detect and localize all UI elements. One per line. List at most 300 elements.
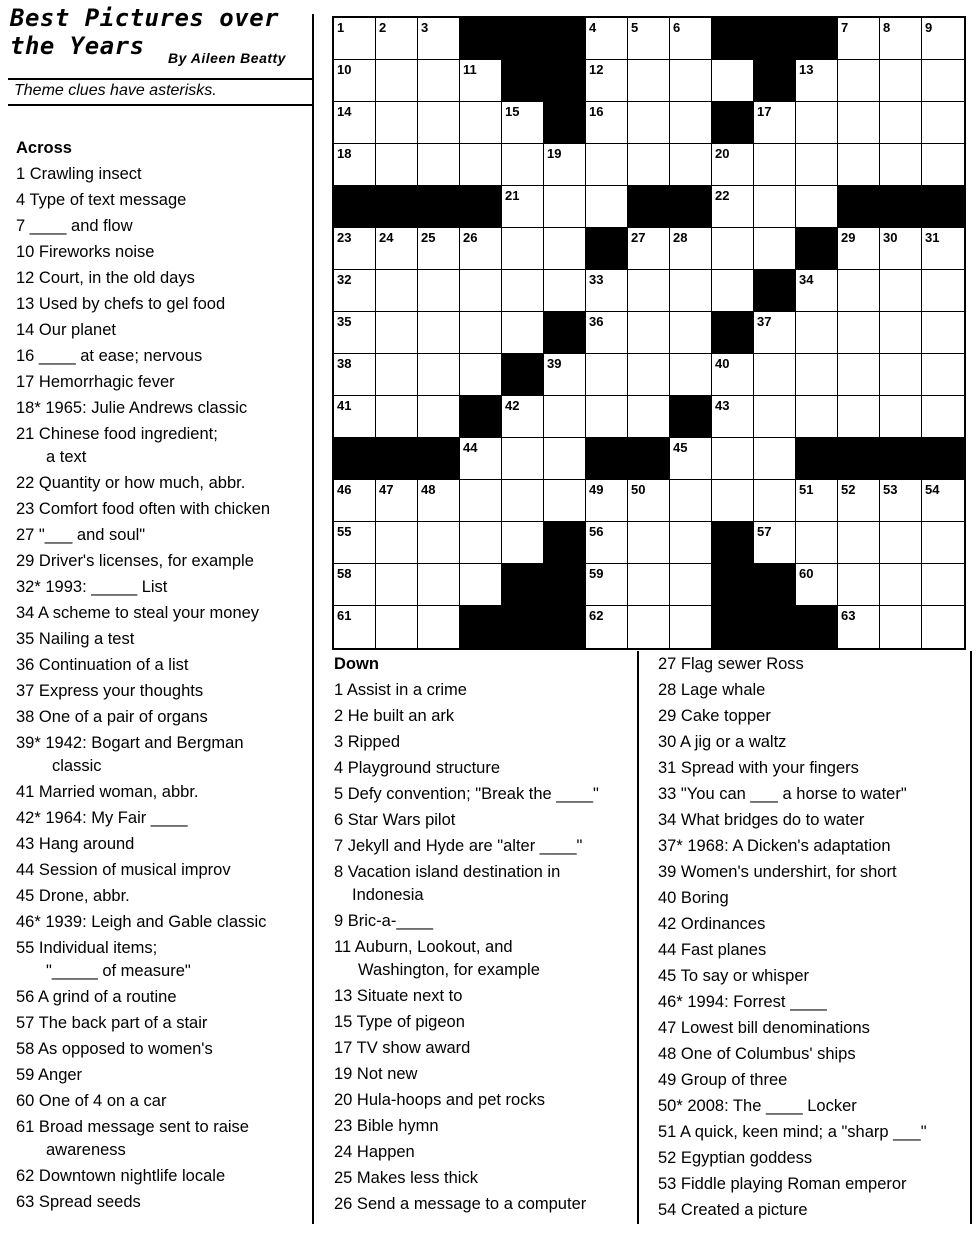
- clue-item[interactable]: [16, 1010, 314, 1036]
- grid-cell[interactable]: [586, 564, 628, 606]
- clue-item[interactable]: [16, 1163, 314, 1189]
- grid-cell[interactable]: [628, 606, 670, 648]
- grid-cell[interactable]: [586, 270, 628, 312]
- cell-number: 63: [841, 608, 856, 623]
- clue-item[interactable]: [16, 369, 314, 395]
- grid-cell[interactable]: [796, 102, 838, 144]
- clue-item[interactable]: [16, 291, 314, 317]
- grid-cell[interactable]: [418, 606, 460, 648]
- cell-number: 14: [337, 104, 352, 119]
- grid-cell[interactable]: [922, 102, 964, 144]
- clue-item[interactable]: [334, 983, 634, 1009]
- grid-cell[interactable]: [880, 354, 922, 396]
- clue-item[interactable]: [658, 1171, 973, 1197]
- grid-cell[interactable]: [670, 438, 712, 480]
- grid-cell[interactable]: [334, 522, 376, 564]
- grid-cell[interactable]: [460, 144, 502, 186]
- grid-cell[interactable]: [754, 396, 796, 438]
- clue-text: 50* 2008: The ____ Locker: [658, 1097, 857, 1115]
- grid-cell[interactable]: [334, 312, 376, 354]
- clue-item[interactable]: [16, 213, 314, 239]
- clue-item[interactable]: [16, 704, 314, 730]
- grid-cell[interactable]: [586, 522, 628, 564]
- grid-cell[interactable]: [880, 312, 922, 354]
- grid-cell[interactable]: [838, 270, 880, 312]
- grid-cell[interactable]: [460, 354, 502, 396]
- grid-cell[interactable]: [628, 18, 670, 60]
- grid-cell[interactable]: [754, 522, 796, 564]
- grid-cell[interactable]: [922, 522, 964, 564]
- down-heading: Down: [334, 655, 379, 673]
- black-square: [712, 312, 754, 354]
- clue-item[interactable]: [658, 703, 973, 729]
- across-clue-list: [16, 161, 314, 1215]
- grid-cell[interactable]: [334, 270, 376, 312]
- grid-cell[interactable]: [334, 564, 376, 606]
- grid-cell[interactable]: [544, 186, 586, 228]
- grid-cell[interactable]: [670, 522, 712, 564]
- grid-cell[interactable]: [460, 60, 502, 102]
- grid-cell[interactable]: [586, 354, 628, 396]
- clue-item[interactable]: [16, 805, 314, 831]
- grid-cell[interactable]: [334, 144, 376, 186]
- clue-item[interactable]: [334, 1009, 634, 1035]
- grid-cell[interactable]: [628, 564, 670, 606]
- clue-item[interactable]: [658, 807, 973, 833]
- grid-cell[interactable]: [334, 102, 376, 144]
- clue-item[interactable]: [658, 1119, 973, 1145]
- cell-number: 25: [421, 230, 436, 245]
- grid-cell[interactable]: [376, 480, 418, 522]
- grid-cell[interactable]: [502, 102, 544, 144]
- grid-cell[interactable]: [586, 396, 628, 438]
- grid-cell[interactable]: [754, 228, 796, 270]
- clue-item[interactable]: [334, 1165, 634, 1191]
- clue-text: 4 Type of text message: [16, 191, 187, 209]
- clue-item[interactable]: [658, 885, 973, 911]
- grid-cell[interactable]: [670, 18, 712, 60]
- clue-item[interactable]: [334, 1035, 634, 1061]
- clue-item[interactable]: [16, 626, 314, 652]
- grid-cell[interactable]: [796, 396, 838, 438]
- grid-cell[interactable]: [712, 186, 754, 228]
- grid-cell[interactable]: [670, 228, 712, 270]
- black-square: [460, 18, 502, 60]
- grid-cell[interactable]: [586, 144, 628, 186]
- clue-item[interactable]: [334, 677, 634, 703]
- grid-cell[interactable]: [460, 270, 502, 312]
- grid-cell[interactable]: [922, 312, 964, 354]
- grid-cell[interactable]: [418, 60, 460, 102]
- grid-cell[interactable]: [586, 312, 628, 354]
- grid-cell[interactable]: [880, 480, 922, 522]
- clue-text: 39 Women's undershirt, for short: [658, 863, 897, 881]
- grid-cell[interactable]: [712, 438, 754, 480]
- clue-text: 26 Send a message to a computer: [334, 1195, 587, 1213]
- grid-cell[interactable]: [376, 564, 418, 606]
- grid-cell[interactable]: [418, 480, 460, 522]
- grid-cell[interactable]: [460, 564, 502, 606]
- clue-item[interactable]: [16, 883, 314, 909]
- grid-cell[interactable]: [502, 228, 544, 270]
- clue-item[interactable]: [334, 807, 634, 833]
- cell-number: 50: [631, 482, 646, 497]
- black-square: [838, 186, 880, 228]
- cell-number: 44: [463, 440, 478, 455]
- grid-cell[interactable]: [418, 270, 460, 312]
- clue-item[interactable]: [334, 1191, 634, 1217]
- grid-cell[interactable]: [754, 312, 796, 354]
- cell-number: 42: [505, 398, 520, 413]
- grid-cell[interactable]: [502, 312, 544, 354]
- grid-cell[interactable]: [460, 312, 502, 354]
- grid-cell[interactable]: [670, 354, 712, 396]
- grid-cell[interactable]: [838, 102, 880, 144]
- cell-number: 12: [589, 62, 604, 77]
- clue-item[interactable]: [658, 1197, 973, 1223]
- clue-item[interactable]: [334, 1139, 634, 1165]
- grid-cell[interactable]: [838, 144, 880, 186]
- grid-cell[interactable]: [796, 312, 838, 354]
- grid-cell[interactable]: [712, 144, 754, 186]
- grid-cell[interactable]: [712, 270, 754, 312]
- grid-cell[interactable]: [880, 18, 922, 60]
- grid-cell[interactable]: [670, 480, 712, 522]
- grid-cell[interactable]: [880, 564, 922, 606]
- grid-cell[interactable]: [838, 480, 880, 522]
- grid-cell[interactable]: [628, 480, 670, 522]
- clue-item[interactable]: [658, 729, 973, 755]
- grid-cell[interactable]: [376, 270, 418, 312]
- clue-text: 20 Hula-hoops and pet rocks: [334, 1091, 545, 1109]
- clue-text: 33 "You can ___ a horse to water": [658, 785, 907, 803]
- grid-cell[interactable]: [502, 270, 544, 312]
- grid-cell[interactable]: [418, 144, 460, 186]
- grid-cell[interactable]: [838, 396, 880, 438]
- down-clue-list-1: [334, 677, 634, 1217]
- grid-cell[interactable]: [502, 480, 544, 522]
- grid-cell[interactable]: [712, 228, 754, 270]
- black-square: [544, 102, 586, 144]
- clue-item[interactable]: [16, 1114, 314, 1163]
- grid-cell[interactable]: [544, 480, 586, 522]
- clue-item[interactable]: [16, 574, 314, 600]
- clue-item[interactable]: [334, 908, 634, 934]
- grid-cell[interactable]: [502, 396, 544, 438]
- grid-cell[interactable]: [418, 396, 460, 438]
- grid-cell[interactable]: [376, 354, 418, 396]
- grid-cell[interactable]: [670, 60, 712, 102]
- grid-cell[interactable]: [544, 228, 586, 270]
- grid-cell[interactable]: [838, 354, 880, 396]
- grid-cell[interactable]: [754, 144, 796, 186]
- grid-cell[interactable]: [586, 18, 628, 60]
- grid-cell[interactable]: [754, 438, 796, 480]
- grid-cell[interactable]: [670, 564, 712, 606]
- black-square: [460, 396, 502, 438]
- clue-item[interactable]: [16, 395, 314, 421]
- grid-cell[interactable]: [544, 144, 586, 186]
- grid-cell[interactable]: [334, 396, 376, 438]
- grid-cell[interactable]: [460, 480, 502, 522]
- clue-item[interactable]: [334, 1087, 634, 1113]
- grid-cell[interactable]: [838, 60, 880, 102]
- grid-cell[interactable]: [334, 228, 376, 270]
- grid-cell[interactable]: [796, 186, 838, 228]
- grid-cell[interactable]: [628, 522, 670, 564]
- grid-cell[interactable]: [670, 312, 712, 354]
- grid-cell[interactable]: [922, 396, 964, 438]
- clue-text: 44 Fast planes: [658, 941, 767, 959]
- grid-cell[interactable]: [418, 354, 460, 396]
- clue-item[interactable]: [334, 1113, 634, 1139]
- clue-item[interactable]: [16, 265, 314, 291]
- clue-item[interactable]: [16, 496, 314, 522]
- grid-cell[interactable]: [586, 102, 628, 144]
- grid-cell[interactable]: [418, 102, 460, 144]
- grid-cell[interactable]: [418, 18, 460, 60]
- clue-item[interactable]: [16, 522, 314, 548]
- grid-cell[interactable]: [754, 480, 796, 522]
- clue-text: 17 TV show award: [334, 1039, 471, 1057]
- grid-cell[interactable]: [880, 522, 922, 564]
- clue-item[interactable]: [334, 833, 634, 859]
- clue-item[interactable]: [16, 548, 314, 574]
- grid-cell[interactable]: [376, 396, 418, 438]
- clue-item[interactable]: [16, 161, 314, 187]
- grid-cell[interactable]: [376, 606, 418, 648]
- grid-cell[interactable]: [838, 228, 880, 270]
- grid-cell[interactable]: [712, 354, 754, 396]
- grid-cell[interactable]: [628, 312, 670, 354]
- grid-cell[interactable]: [628, 144, 670, 186]
- grid-cell[interactable]: [418, 228, 460, 270]
- clue-item[interactable]: [16, 779, 314, 805]
- clue-text: 46* 1939: Leigh and Gable classic: [16, 913, 267, 931]
- clue-item[interactable]: [16, 343, 314, 369]
- grid-cell[interactable]: [376, 102, 418, 144]
- clue-item[interactable]: [658, 1093, 973, 1119]
- grid-cell[interactable]: [796, 522, 838, 564]
- grid-cell[interactable]: [334, 18, 376, 60]
- cell-number: 30: [883, 230, 898, 245]
- grid-cell[interactable]: [922, 564, 964, 606]
- black-square: [586, 438, 628, 480]
- clue-item[interactable]: [16, 909, 314, 935]
- grid-cell[interactable]: [670, 102, 712, 144]
- cell-number: 17: [757, 104, 772, 119]
- grid-cell[interactable]: [880, 102, 922, 144]
- clue-item[interactable]: [16, 421, 314, 470]
- grid-cell[interactable]: [838, 522, 880, 564]
- grid-cell[interactable]: [334, 480, 376, 522]
- clue-item[interactable]: [16, 1088, 314, 1114]
- grid-cell[interactable]: [376, 60, 418, 102]
- grid-cell[interactable]: [460, 522, 502, 564]
- grid-cell[interactable]: [586, 606, 628, 648]
- grid-cell[interactable]: [922, 228, 964, 270]
- grid-cell[interactable]: [502, 186, 544, 228]
- grid-cell[interactable]: [670, 270, 712, 312]
- grid-cell[interactable]: [712, 480, 754, 522]
- clue-item[interactable]: [16, 831, 314, 857]
- cell-number: 59: [589, 566, 604, 581]
- black-square: [502, 60, 544, 102]
- clue-item[interactable]: [16, 1189, 314, 1215]
- grid-cell[interactable]: [880, 606, 922, 648]
- clue-item[interactable]: [334, 703, 634, 729]
- grid-cell[interactable]: [418, 522, 460, 564]
- clue-item[interactable]: [334, 1061, 634, 1087]
- grid-cell[interactable]: [880, 144, 922, 186]
- cell-number: 28: [673, 230, 688, 245]
- grid-cell[interactable]: [586, 480, 628, 522]
- clue-item[interactable]: [658, 911, 973, 937]
- grid-cell[interactable]: [502, 438, 544, 480]
- grid-cell[interactable]: [628, 396, 670, 438]
- grid-cell[interactable]: [670, 606, 712, 648]
- clue-item[interactable]: [658, 963, 973, 989]
- grid-cell[interactable]: [544, 354, 586, 396]
- grid-cell[interactable]: [754, 102, 796, 144]
- grid-cell[interactable]: [922, 270, 964, 312]
- clue-item[interactable]: [16, 239, 314, 265]
- clue-item[interactable]: [334, 755, 634, 781]
- clue-item[interactable]: [658, 989, 973, 1015]
- black-square: [880, 186, 922, 228]
- grid-cell[interactable]: [838, 18, 880, 60]
- grid-cell[interactable]: [922, 606, 964, 648]
- grid-cell[interactable]: [586, 186, 628, 228]
- grid-cell[interactable]: [796, 60, 838, 102]
- clue-item[interactable]: [658, 755, 973, 781]
- clue-item[interactable]: [658, 1067, 973, 1093]
- grid-cell[interactable]: [754, 186, 796, 228]
- clue-text: 13 Situate next to: [334, 987, 463, 1005]
- clue-item[interactable]: [16, 935, 314, 984]
- clue-item[interactable]: [334, 859, 634, 908]
- cell-number: 36: [589, 314, 604, 329]
- grid-cell[interactable]: [796, 564, 838, 606]
- clue-item[interactable]: [658, 833, 973, 859]
- clue-item[interactable]: [16, 187, 314, 213]
- cell-number: 31: [925, 230, 940, 245]
- grid-cell[interactable]: [922, 18, 964, 60]
- clue-item[interactable]: [16, 600, 314, 626]
- grid-cell[interactable]: [628, 270, 670, 312]
- grid-cell[interactable]: [838, 564, 880, 606]
- grid-cell[interactable]: [880, 270, 922, 312]
- black-square: [418, 438, 460, 480]
- grid-cell[interactable]: [502, 144, 544, 186]
- grid-cell[interactable]: [334, 354, 376, 396]
- grid-cell[interactable]: [796, 270, 838, 312]
- grid-cell[interactable]: [628, 354, 670, 396]
- clue-text: 23 Bible hymn: [334, 1117, 439, 1135]
- grid-cell[interactable]: [460, 102, 502, 144]
- black-square: [922, 438, 964, 480]
- grid-cell[interactable]: [376, 228, 418, 270]
- grid-cell[interactable]: [334, 60, 376, 102]
- clue-item[interactable]: [658, 677, 973, 703]
- grid-cell[interactable]: [796, 480, 838, 522]
- black-square: [796, 438, 838, 480]
- grid-cell[interactable]: [376, 18, 418, 60]
- grid-cell[interactable]: [628, 228, 670, 270]
- grid-cell[interactable]: [544, 438, 586, 480]
- grid-cell[interactable]: [838, 606, 880, 648]
- clue-text: 27 "___ and soul": [16, 526, 146, 544]
- grid-cell[interactable]: [712, 60, 754, 102]
- clue-item[interactable]: [16, 1062, 314, 1088]
- grid-cell[interactable]: [376, 144, 418, 186]
- grid-cell[interactable]: [544, 396, 586, 438]
- cell-number: 51: [799, 482, 814, 497]
- grid-cell[interactable]: [334, 606, 376, 648]
- clue-item[interactable]: [16, 678, 314, 704]
- clue-text-continued: awareness: [46, 1141, 126, 1159]
- grid-cell[interactable]: [712, 396, 754, 438]
- clue-item[interactable]: [658, 1145, 973, 1171]
- grid-cell[interactable]: [922, 354, 964, 396]
- grid-cell[interactable]: [544, 270, 586, 312]
- clue-item[interactable]: [658, 651, 973, 677]
- grid-cell[interactable]: [880, 396, 922, 438]
- grid-cell[interactable]: [670, 144, 712, 186]
- clue-item[interactable]: [658, 1041, 973, 1067]
- cell-number: 47: [379, 482, 394, 497]
- grid-cell[interactable]: [880, 228, 922, 270]
- clue-item[interactable]: [658, 859, 973, 885]
- clue-item[interactable]: [658, 1015, 973, 1041]
- grid-cell[interactable]: [376, 522, 418, 564]
- clue-item[interactable]: [16, 317, 314, 343]
- clue-item[interactable]: [16, 730, 314, 779]
- grid-cell[interactable]: [586, 60, 628, 102]
- clue-item[interactable]: [16, 857, 314, 883]
- clue-item[interactable]: [16, 470, 314, 496]
- clue-item[interactable]: [16, 652, 314, 678]
- clue-item[interactable]: [334, 934, 634, 983]
- clue-item[interactable]: [16, 1036, 314, 1062]
- grid-cell[interactable]: [628, 60, 670, 102]
- grid-cell[interactable]: [922, 144, 964, 186]
- grid-cell[interactable]: [838, 312, 880, 354]
- grid-cell[interactable]: [754, 354, 796, 396]
- clue-item[interactable]: [658, 937, 973, 963]
- clue-item[interactable]: [16, 984, 314, 1010]
- clue-text: 24 Happen: [334, 1143, 415, 1161]
- grid-cell[interactable]: [922, 60, 964, 102]
- grid-cell[interactable]: [796, 354, 838, 396]
- black-square: [712, 606, 754, 648]
- clue-item[interactable]: [334, 781, 634, 807]
- grid-cell[interactable]: [502, 522, 544, 564]
- grid-cell[interactable]: [460, 228, 502, 270]
- clue-item[interactable]: [334, 729, 634, 755]
- clue-text: 34 A scheme to steal your money: [16, 604, 260, 622]
- grid-cell[interactable]: [418, 312, 460, 354]
- grid-cell[interactable]: [376, 312, 418, 354]
- clue-item[interactable]: [658, 781, 973, 807]
- black-square: [796, 18, 838, 60]
- grid-cell[interactable]: [796, 144, 838, 186]
- grid-cell[interactable]: [418, 564, 460, 606]
- grid-cell[interactable]: [628, 102, 670, 144]
- grid-cell[interactable]: [922, 480, 964, 522]
- grid-cell[interactable]: [880, 60, 922, 102]
- grid-cell[interactable]: [460, 438, 502, 480]
